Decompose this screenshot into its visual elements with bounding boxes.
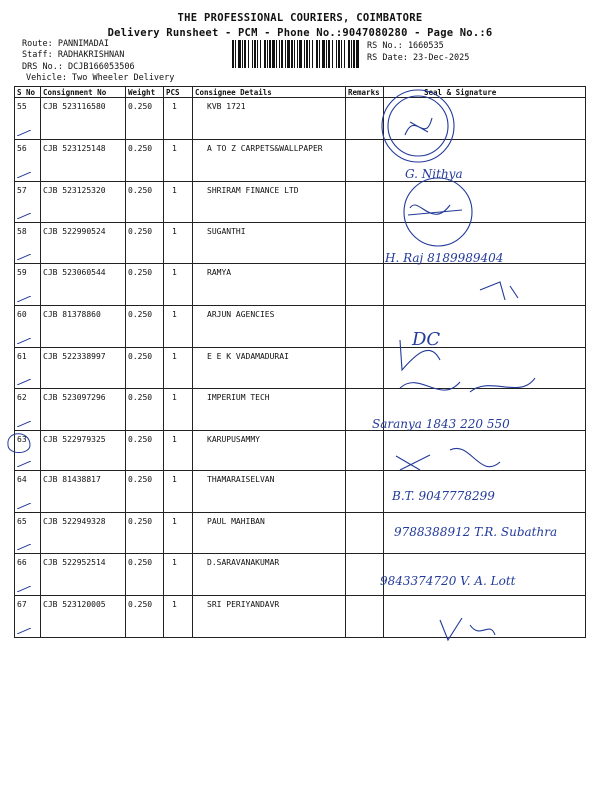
consignee-text: SHRIRAM FINANCE LTD xyxy=(207,186,299,195)
consignment-no-text: CJB 523116580 xyxy=(43,102,106,111)
remarks-cell xyxy=(346,223,384,264)
consignment-no-cell xyxy=(41,389,126,431)
consignment-no-cell xyxy=(41,306,126,348)
consignee-cell xyxy=(193,348,346,389)
table-row xyxy=(15,306,586,348)
consignee-text: IMPERIUM TECH xyxy=(207,393,270,402)
pcs-cell xyxy=(164,182,193,223)
tick-mark-icon xyxy=(17,628,31,634)
consignment-no-text: CJB 522952514 xyxy=(43,558,106,567)
signature-cell[interactable] xyxy=(384,389,586,431)
tick-mark-icon xyxy=(17,421,31,427)
runsheet-title: Delivery Runsheet - PCM - Phone No.:9047080280 - Page No.:6 xyxy=(107,27,493,39)
consignment-no-cell xyxy=(41,431,126,471)
consignment-no-text: CJB 523125320 xyxy=(43,186,106,195)
sno-cell xyxy=(15,513,41,554)
sig-row-62: Saranya 1843 220 550 xyxy=(372,417,510,431)
pcs-cell xyxy=(164,140,193,182)
remarks-cell xyxy=(346,596,384,638)
consignment-no-cell xyxy=(41,140,126,182)
table-row xyxy=(15,98,586,140)
consignee-text: D.SARAVANAKUMAR xyxy=(207,558,280,567)
consignee-cell xyxy=(193,306,346,348)
pcs-text: 1 xyxy=(172,517,177,526)
vehicle: Vehicle: Two Wheeler Delivery xyxy=(26,73,175,83)
pcs-cell xyxy=(164,306,193,348)
tick-mark-icon xyxy=(17,544,31,550)
table-row xyxy=(15,348,586,389)
consignment-no-text: CJB 522949328 xyxy=(43,517,106,526)
tick-mark-icon xyxy=(17,503,31,509)
consignment-no-text: CJB 523097296 xyxy=(43,393,106,402)
remarks-cell xyxy=(346,554,384,596)
table-row xyxy=(15,471,586,513)
pcs-text: 1 xyxy=(172,310,177,319)
pcs-text: 1 xyxy=(172,393,177,402)
pcs-text: 1 xyxy=(172,227,177,236)
sno-cell xyxy=(15,431,41,471)
weight-text: 0.250 xyxy=(128,310,153,319)
rs-date: RS Date: 23-Dec-2025 xyxy=(367,53,470,63)
sno-cell xyxy=(15,554,41,596)
remarks-cell xyxy=(346,471,384,513)
sno-cell xyxy=(15,140,41,182)
weight-cell xyxy=(126,140,164,182)
tick-mark-icon xyxy=(17,461,31,467)
consignment-no-cell xyxy=(41,264,126,306)
consignee-cell xyxy=(193,471,346,513)
consignee-text: PAUL MAHIBAN xyxy=(207,517,265,526)
pcs-text: 1 xyxy=(172,435,177,444)
pcs-cell xyxy=(164,348,193,389)
sno-text: 59 xyxy=(17,268,27,277)
weight-cell xyxy=(126,471,164,513)
weight-text: 0.250 xyxy=(128,600,153,609)
pcs-text: 1 xyxy=(172,144,177,153)
sno-text: 63 xyxy=(17,435,27,444)
weight-cell xyxy=(126,182,164,223)
consignment-no-cell xyxy=(41,223,126,264)
pcs-text: 1 xyxy=(172,558,177,567)
weight-text: 0.250 xyxy=(128,102,153,111)
route: Route: PANNIMADAI xyxy=(22,39,109,49)
staff: Staff: RADHAKRISHNAN xyxy=(22,50,125,60)
signature-cell[interactable] xyxy=(384,140,586,182)
consignee-text: KVB 1721 xyxy=(207,102,246,111)
consignment-no-text: CJB 523120005 xyxy=(43,600,106,609)
weight-cell xyxy=(126,389,164,431)
table-row xyxy=(15,223,586,264)
weight-text: 0.250 xyxy=(128,475,153,484)
pcs-text: 1 xyxy=(172,352,177,361)
signature-cell[interactable] xyxy=(384,596,586,638)
consignment-no-cell xyxy=(41,348,126,389)
weight-cell xyxy=(126,596,164,638)
weight-text: 0.250 xyxy=(128,227,153,236)
barcode xyxy=(232,40,360,68)
sno-text: 57 xyxy=(17,186,27,195)
tick-mark-icon xyxy=(17,172,31,178)
consignee-cell xyxy=(193,389,346,431)
tick-mark-icon xyxy=(17,379,31,385)
sno-text: 55 xyxy=(17,102,27,111)
pcs-cell xyxy=(164,431,193,471)
pcs-cell xyxy=(164,223,193,264)
sno-cell xyxy=(15,182,41,223)
drs-number: DRS No.: DCJB166053506 xyxy=(22,62,135,72)
weight-text: 0.250 xyxy=(128,268,153,277)
table-row xyxy=(15,140,586,182)
pcs-text: 1 xyxy=(172,600,177,609)
signature-cell[interactable] xyxy=(384,182,586,223)
weight-cell xyxy=(126,306,164,348)
tick-mark-icon xyxy=(17,213,31,219)
remarks-cell xyxy=(346,264,384,306)
weight-cell xyxy=(126,223,164,264)
table-row xyxy=(15,554,586,596)
consignment-no-cell xyxy=(41,182,126,223)
tick-mark-icon xyxy=(17,338,31,344)
sno-text: 62 xyxy=(17,393,27,402)
runsheet-table xyxy=(14,86,586,638)
consignee-text: A TO Z CARPETS&WALLPAPER xyxy=(207,144,323,153)
table-row xyxy=(15,513,586,554)
sno-text: 56 xyxy=(17,144,27,153)
table-row xyxy=(15,431,586,471)
signature-cell[interactable] xyxy=(384,471,586,513)
sno-cell xyxy=(15,98,41,140)
pcs-cell xyxy=(164,264,193,306)
weight-text: 0.250 xyxy=(128,435,153,444)
signature-cell[interactable] xyxy=(384,306,586,348)
consignment-no-cell xyxy=(41,554,126,596)
consignee-text: E E K VADAMADURAI xyxy=(207,352,289,361)
consignment-no-cell xyxy=(41,471,126,513)
sno-text: 64 xyxy=(17,475,27,484)
sno-cell xyxy=(15,596,41,638)
consignment-no-text: CJB 81378860 xyxy=(43,310,101,319)
consignee-cell xyxy=(193,264,346,306)
pcs-cell xyxy=(164,389,193,431)
sno-text: 60 xyxy=(17,310,27,319)
sig-row-58: H. Raj 8189989404 xyxy=(385,251,504,265)
weight-cell xyxy=(126,264,164,306)
table-row xyxy=(15,389,586,431)
sig-row-65: 9788388912 T.R. Subathra xyxy=(394,525,558,539)
table-row xyxy=(15,182,586,223)
consignee-cell xyxy=(193,182,346,223)
weight-text: 0.250 xyxy=(128,393,153,402)
signature-cell[interactable] xyxy=(384,431,586,471)
consignment-no-cell xyxy=(41,513,126,554)
sno-cell xyxy=(15,389,41,431)
consignee-cell xyxy=(193,431,346,471)
pcs-text: 1 xyxy=(172,268,177,277)
sno-cell xyxy=(15,471,41,513)
sno-cell xyxy=(15,306,41,348)
rs-number: RS No.: 1660535 xyxy=(367,41,444,51)
weight-text: 0.250 xyxy=(128,517,153,526)
sno-cell xyxy=(15,348,41,389)
sno-text: 66 xyxy=(17,558,27,567)
weight-text: 0.250 xyxy=(128,352,153,361)
consignee-text: KARUPUSAMMY xyxy=(207,435,260,444)
consignee-text: SUGANTHI xyxy=(207,227,246,236)
signature-cell[interactable] xyxy=(384,554,586,596)
remarks-cell xyxy=(346,389,384,431)
remarks-cell xyxy=(346,182,384,223)
remarks-cell xyxy=(346,98,384,140)
col-consignment: Consignment No xyxy=(41,87,126,98)
signature-cell[interactable] xyxy=(384,264,586,306)
sig-row-66: 9843374720 V. A. Lott xyxy=(380,574,516,588)
weight-cell xyxy=(126,513,164,554)
consignee-text: RAMYA xyxy=(207,268,232,277)
consignee-cell xyxy=(193,98,346,140)
signature-cell[interactable] xyxy=(384,223,586,264)
pcs-cell xyxy=(164,596,193,638)
sig-row-64: B.T. 9047778299 xyxy=(392,489,495,503)
sno-text: 61 xyxy=(17,352,27,361)
weight-cell xyxy=(126,431,164,471)
pcs-cell xyxy=(164,554,193,596)
col-remarks: Remarks xyxy=(346,87,384,98)
consignee-cell xyxy=(193,596,346,638)
remarks-cell xyxy=(346,140,384,182)
remarks-cell xyxy=(346,431,384,471)
weight-text: 0.250 xyxy=(128,558,153,567)
weight-cell xyxy=(126,348,164,389)
tick-mark-icon xyxy=(17,586,31,592)
table-header-row xyxy=(15,87,586,98)
tick-mark-icon xyxy=(17,296,31,302)
col-weight: Weight xyxy=(126,87,164,98)
company-name: THE PROFESSIONAL COURIERS, COIMBATORE xyxy=(177,12,423,24)
sig-row-56: G. Nithya xyxy=(405,167,463,181)
remarks-cell xyxy=(346,348,384,389)
signature-cell[interactable] xyxy=(384,513,586,554)
consignment-no-text: CJB 522979325 xyxy=(43,435,106,444)
consignee-text: ARJUN AGENCIES xyxy=(207,310,275,319)
col-pcs: PCS xyxy=(164,87,193,98)
sig-row-60: DC xyxy=(412,329,441,350)
signature-cell[interactable] xyxy=(384,348,586,389)
consignment-no-text: CJB 522338997 xyxy=(43,352,106,361)
weight-cell xyxy=(126,98,164,140)
consignee-text: SRI PERIYANDAVR xyxy=(207,600,280,609)
consignee-cell xyxy=(193,223,346,264)
consignment-no-cell xyxy=(41,98,126,140)
pcs-cell xyxy=(164,471,193,513)
consignment-no-text: CJB 522990524 xyxy=(43,227,106,236)
consignee-text: THAMARAISELVAN xyxy=(207,475,275,484)
pcs-text: 1 xyxy=(172,475,177,484)
pcs-cell xyxy=(164,98,193,140)
consignment-no-text: CJB 523125148 xyxy=(43,144,106,153)
col-sno: S No xyxy=(15,87,41,98)
pcs-text: 1 xyxy=(172,186,177,195)
consignment-no-cell xyxy=(41,596,126,638)
sno-text: 67 xyxy=(17,600,27,609)
weight-text: 0.250 xyxy=(128,186,153,195)
consignment-no-text: CJB 81438817 xyxy=(43,475,101,484)
pcs-text: 1 xyxy=(172,102,177,111)
weight-text: 0.250 xyxy=(128,144,153,153)
remarks-cell xyxy=(346,306,384,348)
sno-text: 65 xyxy=(17,517,27,526)
tick-mark-icon xyxy=(17,254,31,260)
sno-cell xyxy=(15,223,41,264)
table-row xyxy=(15,596,586,638)
pcs-cell xyxy=(164,513,193,554)
consignment-no-text: CJB 523060544 xyxy=(43,268,106,277)
remarks-cell xyxy=(346,513,384,554)
sno-cell xyxy=(15,264,41,306)
col-signature: Seal & Signature xyxy=(384,87,586,98)
tick-mark-icon xyxy=(17,130,31,136)
signature-cell[interactable] xyxy=(384,98,586,140)
consignee-cell xyxy=(193,554,346,596)
sno-text: 58 xyxy=(17,227,27,236)
table-row xyxy=(15,264,586,306)
consignee-cell xyxy=(193,140,346,182)
consignee-cell xyxy=(193,513,346,554)
weight-cell xyxy=(126,554,164,596)
col-consignee: Consignee Details xyxy=(193,87,346,98)
